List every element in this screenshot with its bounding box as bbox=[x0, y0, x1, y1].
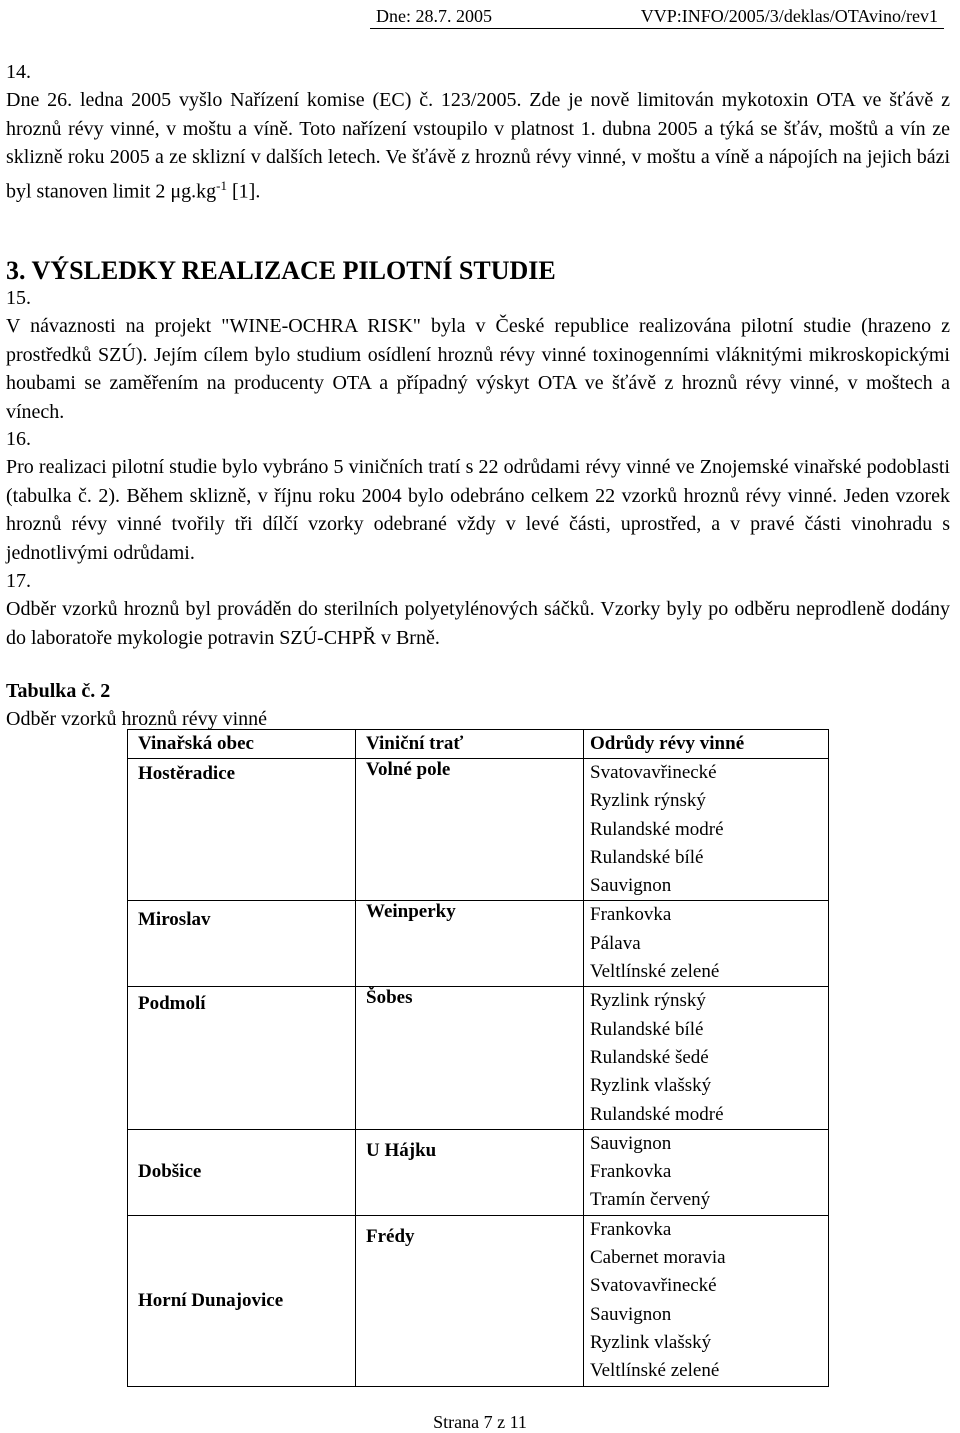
vineyard-cell: U Hájku bbox=[356, 1129, 584, 1215]
paragraph-text bbox=[6, 86, 950, 205]
variety-item: Rulandské bílé bbox=[590, 846, 704, 868]
vineyard-cell: Šobes bbox=[356, 987, 584, 1129]
variety-cell bbox=[584, 901, 829, 987]
table-row bbox=[128, 759, 829, 901]
paragraph-text: Odběr vzorků hroznů byl prováděn do sterilních polyetylénových sáčků. Vzorky byly po odběru neprodleně dodány do laboratoře mykologie potravin SZÚ-CHPŘ v Brně. bbox=[6, 598, 950, 649]
municipality-cell: Hostěradice bbox=[128, 759, 356, 901]
paragraph-number: 16. bbox=[6, 428, 31, 450]
municipality-cell: Dobšice bbox=[128, 1129, 356, 1215]
variety-cell bbox=[584, 759, 829, 901]
page-header bbox=[370, 6, 944, 29]
municipality-cell: Podmolí bbox=[128, 987, 356, 1129]
variety-item: Ryzlink vlašský bbox=[590, 1331, 712, 1353]
table-row bbox=[128, 1129, 829, 1215]
variety-item: Rulandské bílé bbox=[590, 1018, 704, 1040]
unit-exponent: -1 bbox=[216, 177, 227, 193]
header-reference: VVP:INFO/2005/3/deklas/OTAvino/rev1 bbox=[640, 6, 938, 26]
municipality-cell: Horní Dunajovice bbox=[128, 1215, 356, 1386]
paragraph-14-text: Dne 26. ledna 2005 vyšlo Nařízení komise (EC) č. 123/2005. Zde je nově limitován mykotoxin OTA ve šťávě z hroznů révy vinné, v moštu a víně. Toto nařízení vstoupilo v platnost 1. dubna 2005 a týká se šťáv, moštů a vín ze sklizně roku 2005 a ze sklizní v dalších letech. Ve šťávě z hroznů révy vinné, v moštu a víně a nápojích na jejich bázi byl stanoven limit 2 μg.kg bbox=[6, 89, 950, 203]
vineyard-cell: Frédy bbox=[356, 1215, 584, 1386]
paragraph-17 bbox=[6, 567, 950, 652]
table-row bbox=[128, 901, 829, 987]
variety-item: Svatovavřinecké bbox=[590, 762, 717, 783]
paragraph-text: V návaznosti na projekt "WINE-OCHRA RISK" byla v České republice realizována pilotní studie (hrazeno z prostředků SZÚ). Jejím cílem bylo studium osídlení hroznů révy vinné toxinogenními vláknitými mikroskopickými houbami se zaměřením na producenty OTA a případný výskyt OTA ve šťávě z hroznů révy vinné, v moštech a vínech. bbox=[6, 315, 950, 423]
paragraph-15 bbox=[6, 284, 950, 426]
vineyard-cell: Volné pole bbox=[356, 759, 584, 901]
variety-item: Ryzlink rýnský bbox=[590, 990, 706, 1012]
variety-item: Veltlínské zelené bbox=[590, 961, 720, 983]
vineyard-cell: Weinperky bbox=[356, 901, 584, 987]
section-heading: 3. VÝSLEDKY REALIZACE PILOTNÍ STUDIE bbox=[6, 256, 556, 285]
variety-item: Frankovka bbox=[590, 1161, 672, 1183]
variety-item: Pálava bbox=[590, 932, 641, 954]
vineyard-table bbox=[127, 729, 829, 1387]
variety-item: Sauvignon bbox=[590, 1132, 672, 1154]
variety-item: Frankovka bbox=[590, 904, 672, 926]
table-caption: Odběr vzorků hroznů révy vinné bbox=[6, 708, 268, 730]
paragraph-text: Pro realizaci pilotní studie bylo vybráno 5 viničních tratí s 22 odrůdami révy vinné ve Znojemské vinařské podoblasti (tabulka č. 2). Během sklizně, v říjnu roku 2004 bylo odebráno celkem 22 vzorků hroznů révy vinné. Jeden vzorek hroznů révy vinné tvořily tři dílčí vzorky odebrané vždy v levé části, uprostřed, a v pravé části vinohradu s jednotlivými odrůdami. bbox=[6, 456, 950, 564]
citation: [1]. bbox=[232, 180, 261, 203]
paragraph-16 bbox=[6, 425, 950, 567]
variety-item: Cabernet moravia bbox=[590, 1247, 726, 1269]
variety-item: Rulandské modré bbox=[590, 1103, 724, 1125]
table-row bbox=[128, 987, 829, 1129]
variety-cell bbox=[584, 1129, 829, 1215]
header-date: Dne: 28.7. 2005 bbox=[376, 6, 492, 26]
table-row bbox=[128, 1215, 829, 1386]
column-header: Viniční trať bbox=[356, 730, 584, 759]
variety-item: Frankovka bbox=[590, 1218, 672, 1240]
paragraph-number: 14. bbox=[6, 61, 31, 83]
page-number: Strana 7 z 11 bbox=[433, 1412, 527, 1432]
column-header: Odrůdy révy vinné bbox=[584, 730, 829, 759]
variety-item: Veltlínské zelené bbox=[590, 1360, 720, 1382]
column-header: Vinařská obec bbox=[128, 730, 356, 759]
variety-item: Ryzlink rýnský bbox=[590, 790, 706, 812]
variety-item: Sauvignon bbox=[590, 1303, 672, 1325]
municipality-cell: Miroslav bbox=[128, 901, 356, 987]
paragraph-14 bbox=[6, 58, 950, 206]
variety-item: Ryzlink vlašský bbox=[590, 1075, 712, 1097]
paragraph-number: 17. bbox=[6, 570, 31, 592]
paragraph-number: 15. bbox=[6, 287, 31, 309]
variety-item: Sauvignon bbox=[590, 875, 672, 897]
variety-item: Tramín červený bbox=[590, 1189, 711, 1211]
variety-item: Rulandské modré bbox=[590, 818, 724, 840]
table-label: Tabulka č. 2 bbox=[6, 680, 111, 702]
variety-cell bbox=[584, 987, 829, 1129]
table-header-row bbox=[128, 730, 829, 759]
variety-item: Svatovavřinecké bbox=[590, 1275, 717, 1297]
variety-cell bbox=[584, 1215, 829, 1386]
variety-item: Rulandské šedé bbox=[590, 1046, 709, 1068]
